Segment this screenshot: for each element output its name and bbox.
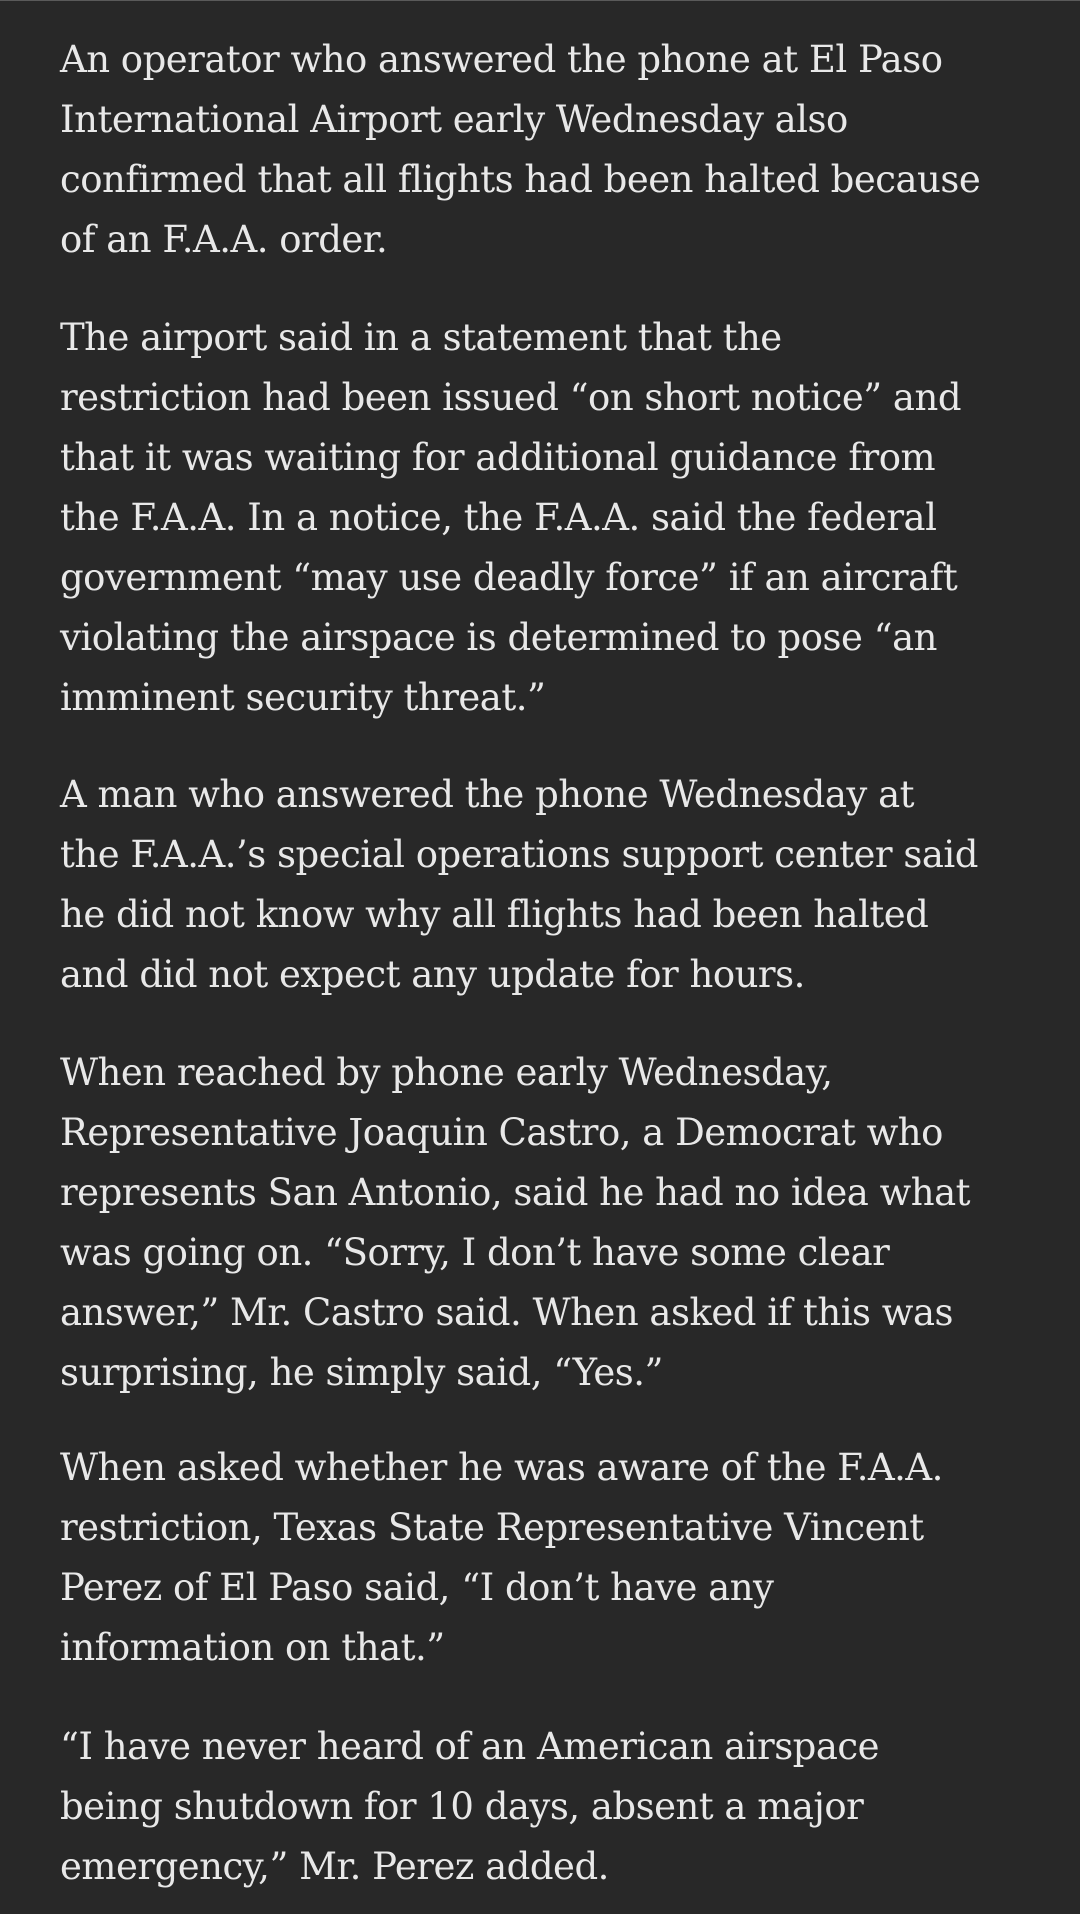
text-line: International Airport early Wednesday also [60,98,848,141]
article-paragraph [60,308,961,728]
text-line: represents San Antonio, said he had no idea what [60,1171,971,1214]
text-line: Representative Joaquin Castro, a Democrat who [60,1111,943,1154]
text-line: the F.A.A. In a notice, the F.A.A. said the federal [60,496,937,539]
text-line: he did not know why all flights had been halted [60,893,929,936]
text-line: was going on. “Sorry, I don’t have some clear [60,1231,890,1274]
article-paragraph [60,1043,970,1403]
article-paragraph [60,30,980,270]
text-line: and did not expect any update for hours. [60,953,805,996]
text-line: When asked whether he was aware of the F.A.A. [60,1446,943,1489]
text-line: being shutdown for 10 days, absent a major [60,1785,864,1828]
text-line: government “may use deadly force” if an aircraft [60,556,958,599]
text-line: emergency,” Mr. Perez added. [60,1845,609,1888]
text-line: restriction had been issued “on short notice” and [60,376,962,419]
text-line: surprising, he simply said, “Yes.” [60,1351,663,1394]
text-line: Perez of El Paso said, “I don’t have any [60,1566,774,1609]
text-line: answer,” Mr. Castro said. When asked if this was [60,1291,954,1334]
article-paragraph [60,765,978,1005]
text-line: imminent security threat.” [60,676,546,719]
text-line: An operator who answered the phone at El Paso [60,38,943,81]
text-line: information on that.” [60,1626,445,1669]
text-line: restriction, Texas State Representative Vincent [60,1506,924,1549]
article-paragraph [60,1717,879,1897]
text-line: The airport said in a statement that the [60,316,782,359]
text-line: When reached by phone early Wednesday, [60,1051,833,1094]
article-paragraph [60,1438,943,1678]
text-line: of an F.A.A. order. [60,218,388,261]
text-line: the F.A.A.’s special operations support center said [60,833,978,876]
text-line: A man who answered the phone Wednesday at [60,773,915,816]
text-line: “I have never heard of an American airspace [60,1725,880,1768]
text-line: that it was waiting for additional guidance from [60,436,936,479]
text-line: confirmed that all flights had been halted because [60,158,981,201]
text-line: violating the airspace is determined to pose “an [60,616,937,659]
